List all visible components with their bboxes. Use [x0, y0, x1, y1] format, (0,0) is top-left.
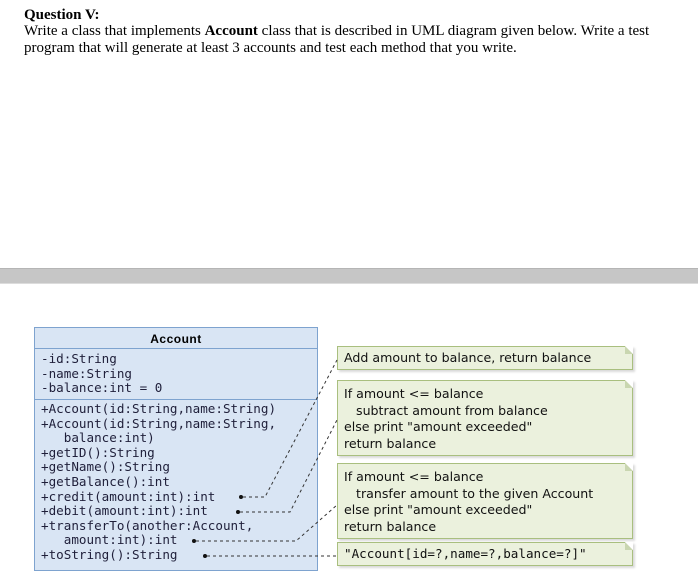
uml-method: +getName():String: [41, 459, 170, 475]
question-text-after: class that is described in UML diagram given below. Write a test program that will generate at least 3 accounts and test each method that you write.: [24, 23, 650, 56]
uml-method: +toString():String: [41, 547, 178, 562]
uml-divider: [35, 348, 317, 349]
note-credit-text: Add amount to balance, return balance: [344, 350, 592, 365]
uml-attribute: -name:String: [41, 365, 132, 381]
note-fold: [625, 346, 633, 354]
note-debit-line: If amount <= balance: [344, 386, 484, 401]
uml-method: +credit(amount:int):int: [41, 488, 216, 504]
uml-attribute: -balance:int = 0: [41, 380, 163, 396]
question-title: Question V:: [24, 7, 100, 23]
note-tostring-text: "Account[id=?,name=?,balance=?]": [344, 546, 587, 561]
uml-method: +debit(amount:int):int: [41, 503, 208, 519]
page-separator: [0, 268, 698, 284]
note-transfer-line: If amount <= balance: [344, 469, 484, 484]
uml-class-box: [34, 327, 318, 571]
note-fold: [625, 463, 633, 471]
uml-method: balance:int): [41, 430, 155, 446]
note-transfer-line: return balance: [344, 518, 437, 534]
uml-method: amount:int):int: [41, 532, 178, 548]
uml-method: +Account(id:String,name:String,: [41, 415, 277, 431]
question-text: [24, 23, 674, 57]
note-debit-line: else print "amount exceeded": [344, 419, 533, 435]
question-text-before: Write a class that implements: [24, 23, 205, 39]
note-debit: [337, 380, 633, 456]
uml-attribute: -id:String: [41, 351, 117, 366]
uml-method: +Account(id:String,name:String): [41, 401, 277, 416]
uml-divider: [35, 399, 317, 400]
uml-class-name: Account: [150, 332, 202, 346]
uml-method: +getBalance():int: [41, 474, 170, 489]
uml-method: +getID():String: [41, 444, 155, 460]
note-transfer-line: else print "amount exceeded": [344, 502, 533, 518]
note-fold: [625, 542, 633, 550]
note-transfer-line: transfer amount to the given Account: [344, 485, 594, 501]
note-fold: [625, 380, 633, 388]
uml-method: +transferTo(another:Account,: [41, 517, 254, 533]
question-text-bold: Account: [204, 23, 258, 39]
note-debit-line: subtract amount from balance: [344, 402, 548, 418]
note-transfer: [337, 463, 633, 539]
note-debit-line: return balance: [344, 435, 437, 451]
note-tostring: [337, 542, 633, 566]
note-credit: [337, 346, 633, 370]
